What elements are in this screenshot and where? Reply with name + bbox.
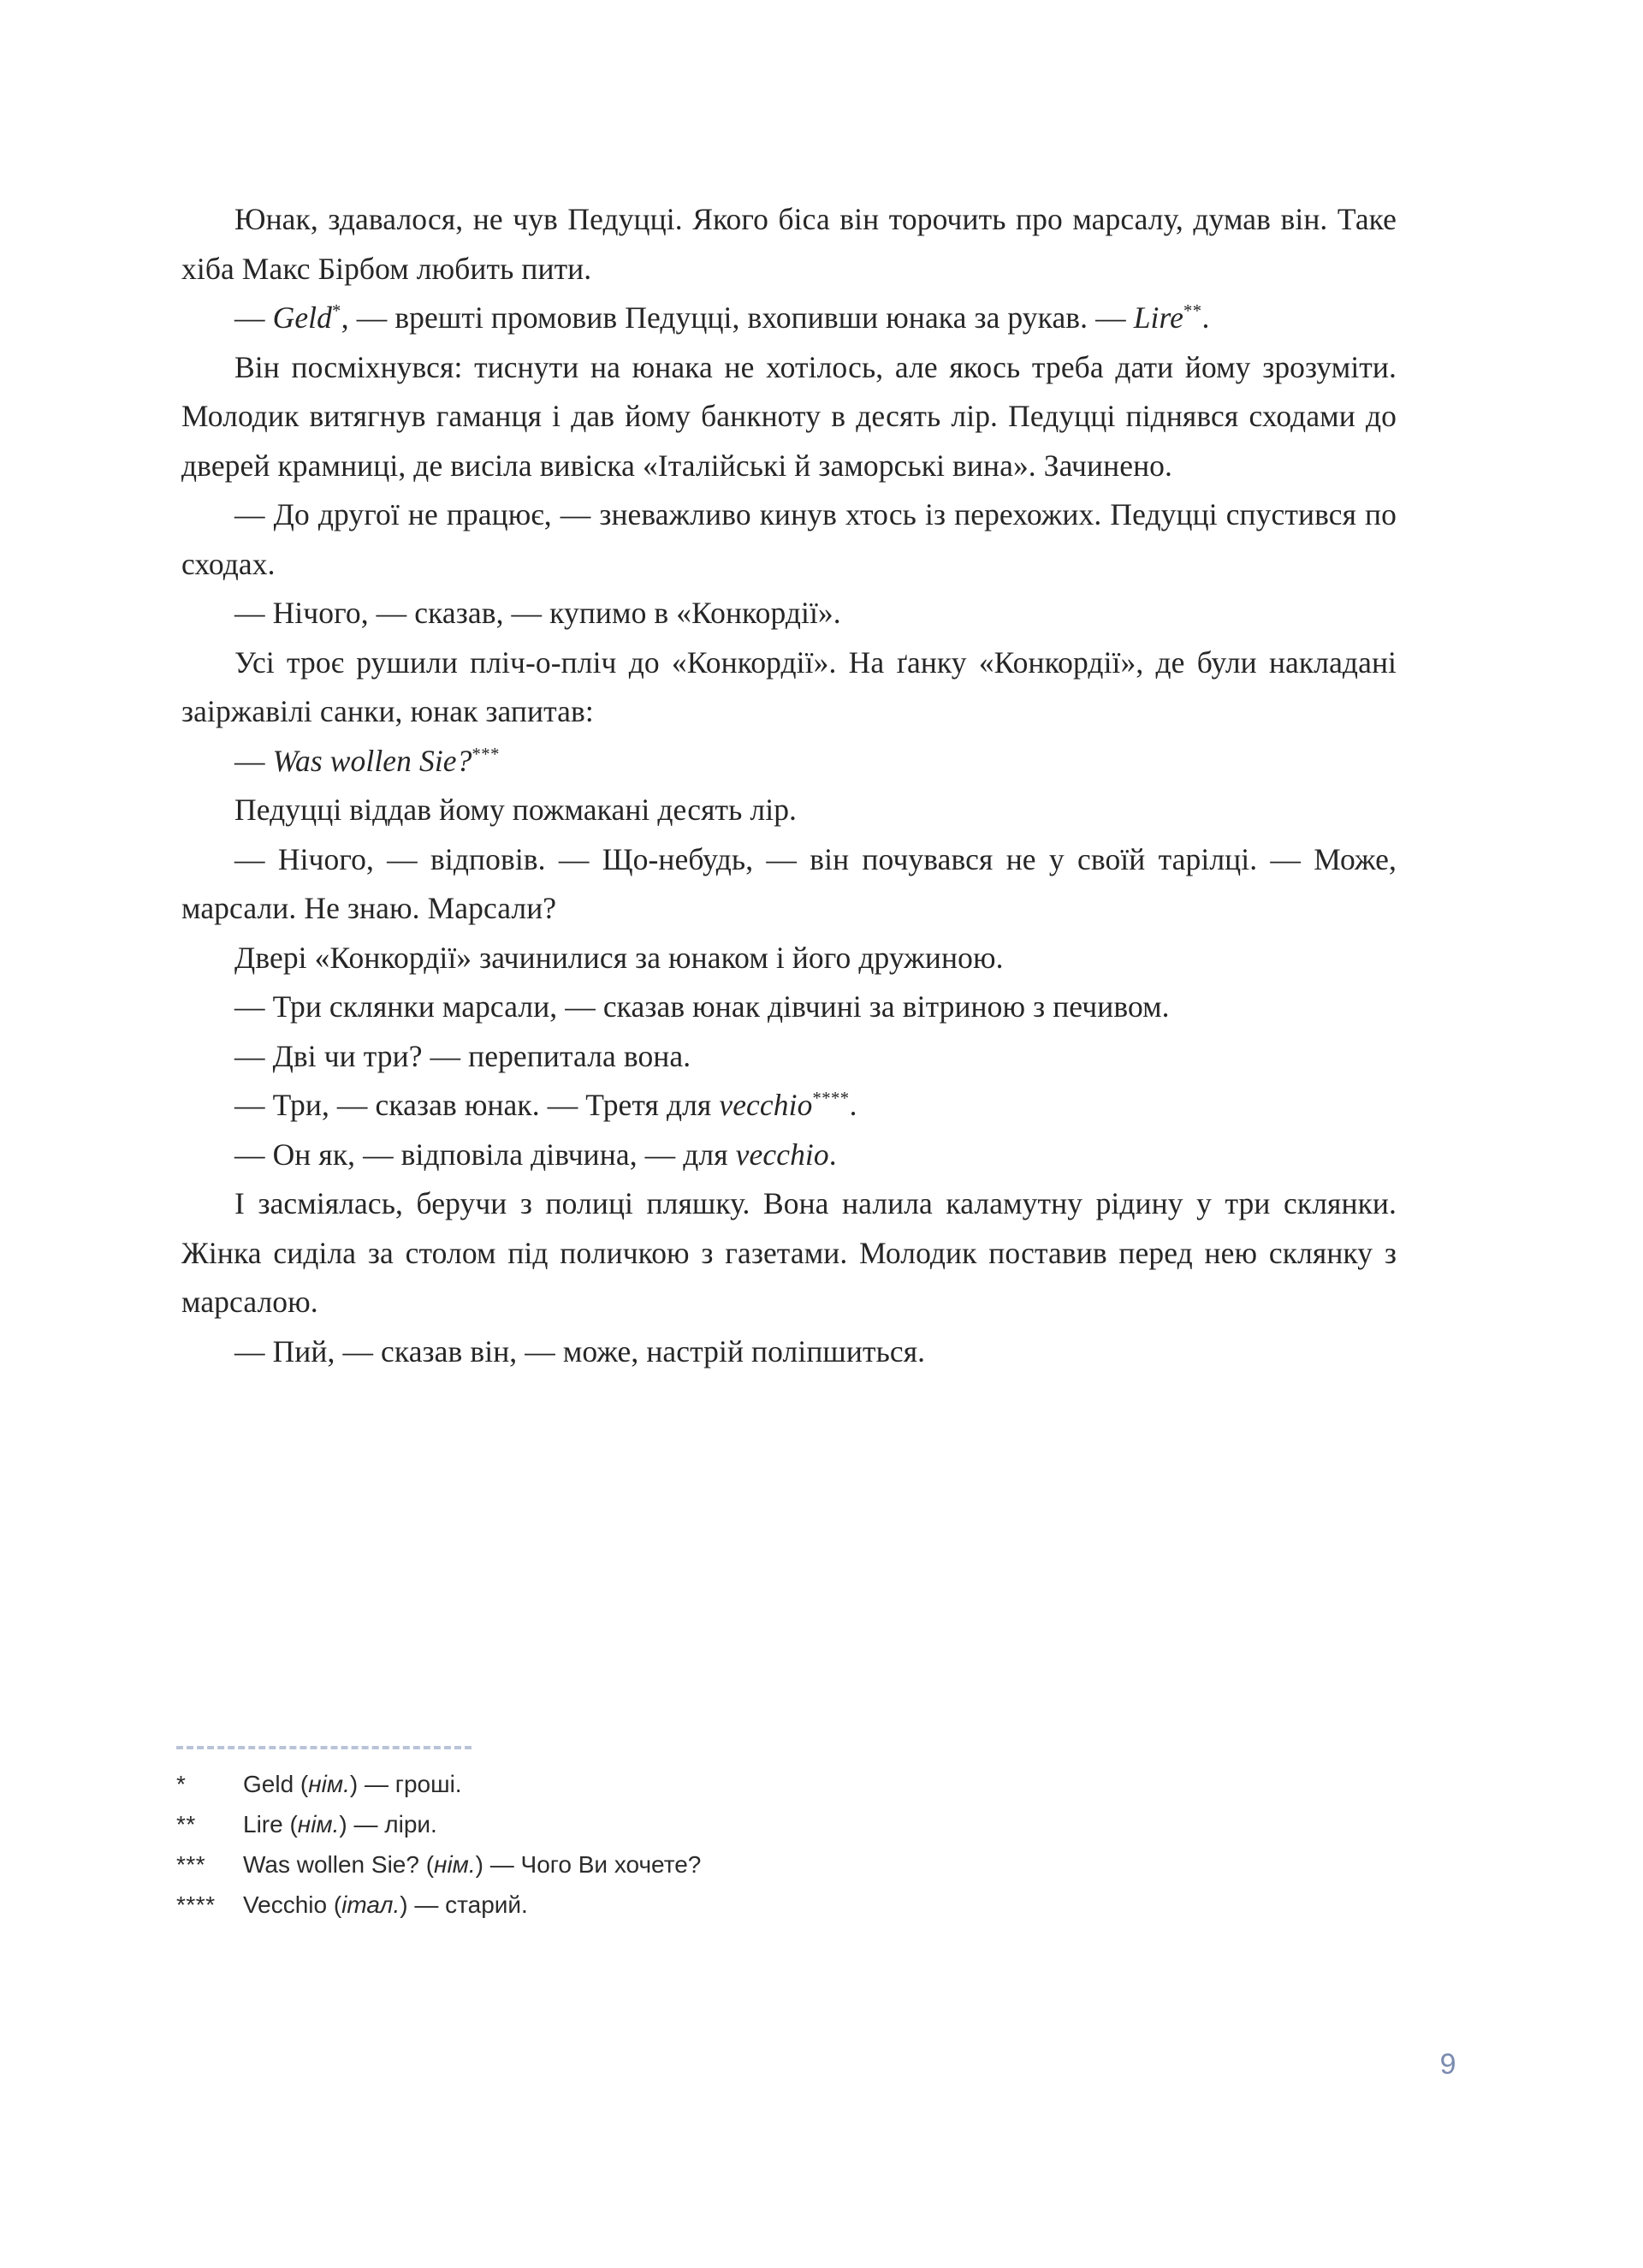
paragraph-text: І засміялась, беручи з полиці пляшку. Вона налила каламутну рідину у три склянки. Жінка сиділа за столом під поличкою з газетами. Молодик поставив перед нею склянку з марсалою. — [181, 1186, 1397, 1319]
paragraph-text: — Три склянки марсали, — сказав юнак дівчині за вітриною з печивом. — [234, 989, 1170, 1024]
footnote-gloss: ) — старий. — [400, 1891, 528, 1918]
footnote-marker[interactable]: *** — [472, 745, 500, 764]
footnote-text — [243, 1885, 528, 1925]
paragraph — [181, 835, 1397, 934]
footnote-text — [243, 1804, 437, 1844]
paragraph-text: — Дві чи три? — перепитала вона. — [234, 1038, 691, 1073]
paragraph-with-footnotes — [181, 294, 1397, 343]
paragraph — [181, 1032, 1397, 1082]
foreign-term: Lire — [1133, 300, 1183, 335]
footnote-gloss: ) — Чого Ви хочете? — [475, 1851, 702, 1878]
foreign-term: Was wollen Sie? — [272, 743, 472, 778]
paragraph-middle: . — [849, 1088, 857, 1122]
paragraph — [181, 1327, 1397, 1377]
paragraph-text: — До другої не працює, — зневажливо кинув хтось із перехожих. Педуцці спустився по сходах. — [181, 497, 1397, 581]
footnote-term: Geld ( — [243, 1771, 309, 1797]
paragraph-suffix: . — [1201, 300, 1210, 335]
paragraph-prefix: — — [234, 300, 273, 335]
footnote-term: Was wollen Sie? ( — [243, 1851, 435, 1878]
footnote-item — [176, 1804, 1400, 1844]
paragraph — [181, 983, 1397, 1032]
paragraph-with-footnotes — [181, 1081, 1397, 1131]
footnote-marker[interactable]: * — [332, 302, 341, 322]
paragraph-middle: , — врешті промовив Педуцці, вхопивши юнака за рукав. — — [341, 300, 1134, 335]
footnote-text — [243, 1764, 462, 1804]
footnote-item — [176, 1764, 1400, 1804]
footnote-term: Vecchio ( — [243, 1891, 342, 1918]
footnote-language: нім. — [434, 1851, 476, 1878]
paragraph-with-footnotes — [181, 737, 1397, 787]
footnote-term: Lire ( — [243, 1811, 298, 1838]
footnote-language: нім. — [297, 1811, 340, 1838]
paragraph — [181, 195, 1397, 294]
paragraph — [181, 490, 1397, 589]
footnote-marker[interactable]: ** — [1183, 302, 1202, 322]
footnote-language: нім. — [308, 1771, 350, 1797]
paragraph-prefix: — — [234, 743, 273, 778]
paragraph — [181, 1179, 1397, 1327]
paragraph-text: Двері «Конкордії» зачинилися за юнаком і його дружиною. — [234, 940, 1004, 975]
paragraph — [181, 786, 1397, 835]
footnote-marker-label: *** — [176, 1851, 206, 1878]
paragraph-text: Він посміхнувся: тиснути на юнака не хотілось, але якось треба дати йому зрозуміти. Молодик витягнув гаманця і дав йому банкноту в десять лір. Педуцці піднявся сходами до дверей крамниці, де висіла вивіска «Італійські й заморські вина». Зачинено. — [181, 349, 1397, 483]
paragraph — [181, 589, 1397, 638]
paragraph — [181, 638, 1397, 737]
paragraph-text: — Пий, — сказав він, — може, настрій поліпшиться. — [234, 1333, 926, 1369]
footnotes-section — [176, 1746, 1400, 1925]
footnote-item — [176, 1844, 1400, 1885]
foreign-term: vecchio — [719, 1088, 813, 1122]
paragraph-text: — Нічого, — відповів. — Що-небудь, — він почувався не у своїй тарілці. — Може, марсали. Не знаю. Марсали? — [181, 841, 1397, 925]
paragraph-with-italic — [181, 1131, 1397, 1180]
footnote-separator-rule — [176, 1746, 472, 1749]
paragraph — [181, 343, 1397, 491]
paragraph-text: — Нічого, — сказав, — купимо в «Конкордії». — [234, 596, 841, 630]
footnote-gloss: ) — ліри. — [339, 1811, 437, 1838]
footnote-item — [176, 1885, 1400, 1925]
footnote-marker-label: * — [176, 1771, 187, 1797]
paragraph-middle: . — [828, 1137, 837, 1172]
footnote-marker[interactable]: **** — [812, 1089, 850, 1109]
paragraph-prefix: — Три, — сказав юнак. — Третя для — [234, 1088, 720, 1122]
paragraph-text: Юнак, здавалося, не чув Педуцці. Якого біса він торочить про марсалу, думав він. Таке хіба Макс Бірбом любить пити. — [181, 202, 1397, 286]
foreign-term: Geld — [272, 300, 332, 335]
paragraph — [181, 934, 1397, 983]
foreign-term: vecchio — [735, 1137, 829, 1172]
footnote-marker-label: ** — [176, 1811, 196, 1838]
footnote-marker-label: **** — [176, 1891, 216, 1918]
paragraph-text: Усі троє рушили пліч-о-пліч до «Конкордії». На ґанку «Конкордії», де були накладані заіржавілі санки, юнак запитав: — [181, 644, 1397, 728]
footnote-language: італ. — [341, 1891, 400, 1918]
page-number: 9 — [1439, 2048, 1456, 2081]
footnote-gloss: ) — гроші. — [349, 1771, 462, 1797]
body-text-block — [181, 195, 1397, 1376]
footnote-text — [243, 1844, 701, 1885]
paragraph-text: Педуцці віддав йому пожмакані десять лір. — [234, 793, 798, 827]
paragraph-prefix: — Он як, — відповіла дівчина, — для — [234, 1137, 736, 1172]
